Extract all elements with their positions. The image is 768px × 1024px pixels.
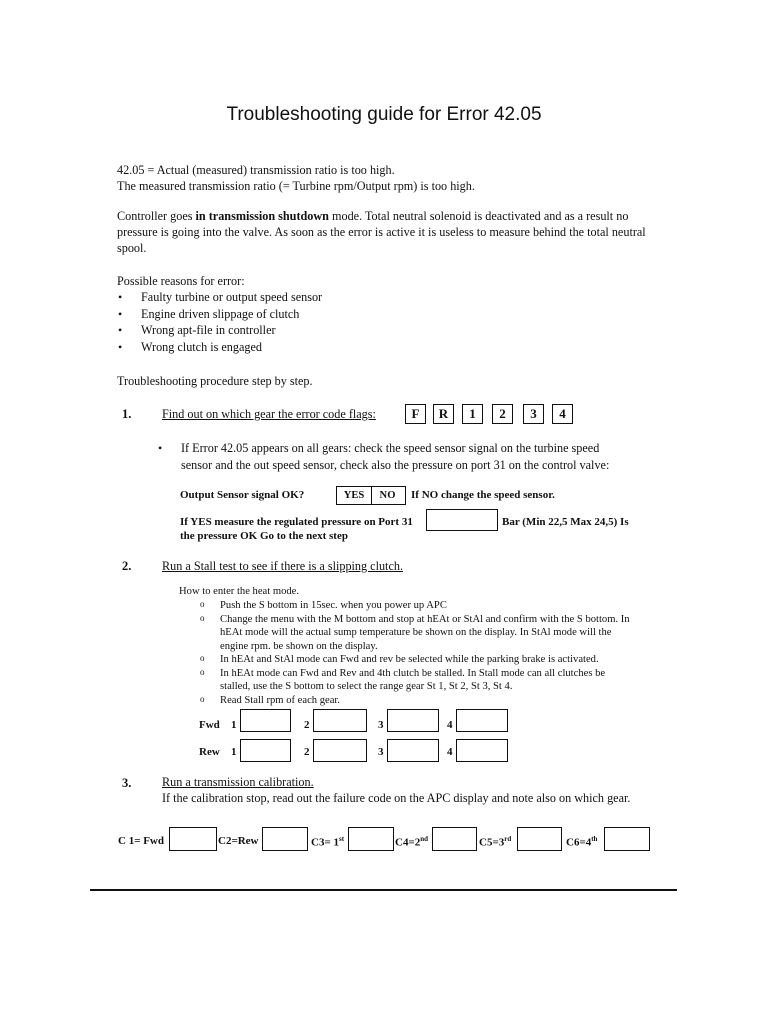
gear-box-4[interactable]: 4	[552, 404, 573, 424]
reasons-heading: Possible reasons for error:	[117, 274, 245, 288]
c3-label	[311, 835, 344, 849]
no-box[interactable]: NO	[370, 486, 406, 505]
heat-step: o Change the menu with the M bottom and stop at hEAt or StAl and confirm with the S bottom. In hEAt mode will the actual sump temperature be shown on the display. In StAl mode will the engine rpm. be shown on the display.	[196, 613, 636, 654]
yes-box[interactable]: YES	[336, 486, 372, 505]
c1-label: C 1= Fwd	[118, 835, 164, 847]
intro-line-1: 42.05 = Actual (measured) transmission ratio is too high.	[117, 163, 395, 177]
reason-item: • Wrong apt-file in controller	[116, 322, 322, 339]
step-1-bullet-list	[156, 440, 626, 473]
reason-item: • Wrong clutch is engaged	[116, 339, 322, 356]
procedure-heading: Troubleshooting procedure step by step.	[117, 374, 313, 388]
controller-paragraph	[117, 208, 647, 256]
c3-text: C3= 1	[311, 836, 339, 849]
c5-input[interactable]	[517, 827, 562, 851]
reason-item: • Engine driven slippage of clutch	[116, 306, 322, 323]
step-3-description: If the calibration stop, read out the failure code on the APC display and note also on which gear.	[162, 791, 631, 805]
c6-input[interactable]	[604, 827, 650, 851]
c1-input[interactable]	[169, 827, 217, 851]
step-2-number: 2.	[122, 559, 132, 573]
gear-box-2[interactable]: 2	[492, 404, 513, 424]
c4-label	[395, 835, 428, 849]
page-title: Troubleshooting guide for Error 42.05	[226, 104, 542, 125]
c5-sup: rd	[504, 835, 512, 843]
c4-sup: nd	[420, 835, 429, 843]
if-no-text: If NO change the speed sensor.	[411, 489, 555, 501]
step-1-bullet: • If Error 42.05 appears on all gears: check the speed sensor signal on the turbine speed sensor and the out speed sensor, check also the pressure on port 31 on the control valve:	[156, 440, 626, 473]
bottom-divider	[90, 889, 677, 891]
rew-col-4: 4	[447, 746, 453, 758]
c6-sup: th	[591, 835, 598, 843]
c2-input[interactable]	[262, 827, 308, 851]
rew-col-1: 1	[231, 746, 237, 758]
fwd-col-4: 4	[447, 719, 453, 731]
c5-label	[479, 835, 511, 849]
fwd-stall-input-3[interactable]	[387, 709, 439, 732]
step-3-number: 3.	[122, 776, 132, 790]
fwd-stall-input-2[interactable]	[313, 709, 367, 732]
c3-input[interactable]	[348, 827, 394, 851]
output-sensor-label: Output Sensor signal OK?	[180, 489, 305, 501]
controller-text-pre: Controller goes	[117, 209, 196, 223]
gear-box-f[interactable]: F	[405, 404, 426, 424]
heat-step: o Push the S bottom in 15sec. when you power up APC	[196, 599, 636, 613]
c4-input[interactable]	[432, 827, 477, 851]
fwd-label: Fwd	[199, 719, 220, 731]
gear-box-r[interactable]: R	[433, 404, 454, 424]
pressure-ok-text: the pressure OK Go to the next step	[180, 530, 348, 542]
step-1-number: 1.	[122, 407, 132, 421]
controller-text-bold: in transmission shutdown	[195, 209, 329, 223]
fwd-stall-input-4[interactable]	[456, 709, 508, 732]
rew-stall-input-4[interactable]	[456, 739, 508, 762]
port-31-pressure-input[interactable]	[426, 509, 498, 531]
heat-step: o In hEAt mode can Fwd and Rev and 4th clutch be stalled. In Stall mode can all clutches be stalled, use the S bottom to select the range gear St 1, St 2, St 3, St 4.	[196, 667, 636, 694]
heat-mode-steps	[196, 599, 636, 707]
controller-text-post: mode. Total neutral solenoid is deactivated and as a result no pressure is going into the valve. As soon as the error is active it is useless to measure behind the total neutral spool.	[117, 209, 646, 255]
heat-step: o In hEAt and StAl mode can Fwd and rev be selected while the parking brake is activated.	[196, 653, 636, 667]
c6-text: C6=4	[566, 836, 592, 849]
heat-mode-intro: How to enter the heat mode.	[179, 586, 300, 597]
rew-stall-input-3[interactable]	[387, 739, 439, 762]
reasons-list	[116, 289, 322, 355]
heat-step: o Read Stall rpm of each gear.	[196, 694, 636, 708]
bar-range-text: Bar (Min 22,5 Max 24,5) Is	[502, 516, 629, 528]
rew-label: Rew	[199, 746, 220, 758]
c6-label	[566, 835, 597, 849]
fwd-col-3: 3	[378, 719, 384, 731]
fwd-col-2: 2	[304, 719, 310, 731]
rew-col-3: 3	[378, 746, 384, 758]
c5-text: C5=3	[479, 836, 505, 849]
rew-stall-input-1[interactable]	[240, 739, 291, 762]
step-1-text: Find out on which gear the error code flags:	[162, 407, 376, 421]
step-2-text: Run a Stall test to see if there is a slipping clutch.	[162, 559, 403, 573]
reason-item: • Faulty turbine or output speed sensor	[116, 289, 322, 306]
step-3-text: Run a transmission calibration.	[162, 775, 314, 789]
rew-col-2: 2	[304, 746, 310, 758]
fwd-col-1: 1	[231, 719, 237, 731]
intro-line-2: The measured transmission ratio (= Turbine rpm/Output rpm) is too high.	[117, 179, 475, 193]
fwd-stall-input-1[interactable]	[240, 709, 291, 732]
rew-stall-input-2[interactable]	[313, 739, 367, 762]
if-yes-text: If YES measure the regulated pressure on Port 31	[180, 516, 413, 528]
c2-label: C2=Rew	[218, 835, 259, 847]
c3-sup: st	[338, 835, 345, 843]
c4-text: C4=2	[395, 836, 421, 849]
gear-box-3[interactable]: 3	[523, 404, 544, 424]
gear-box-1[interactable]: 1	[462, 404, 483, 424]
